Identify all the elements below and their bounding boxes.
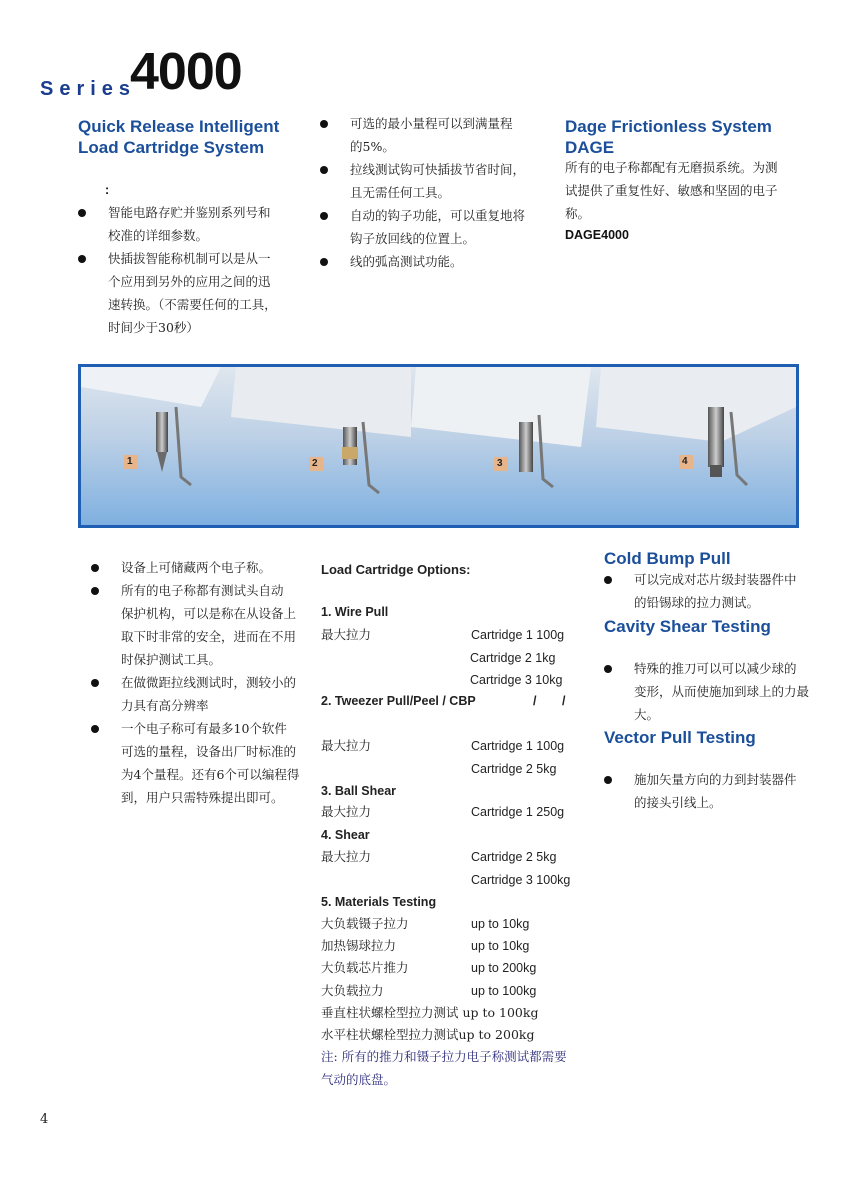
list-item: 特殊的推刀可以可以减少球的 变形，从而使施加到球上的力最 大。	[604, 657, 824, 726]
tweezer-slash-2: /	[562, 694, 566, 708]
materials-row-value: up to 100kg	[471, 984, 537, 998]
shear-value-1: Cartridge 2 5kg	[471, 850, 557, 864]
bullet-dot-icon	[604, 665, 612, 673]
list-item: 施加矢量方向的力到封装器件 的接头引线上。	[604, 768, 824, 814]
options-note-line-2: 气动的底盘。	[321, 1072, 397, 1087]
wire-pull-label: 最大拉力	[321, 627, 372, 642]
list-item: 智能电路存贮并鉴别系列号和 校准的详细参数。	[78, 201, 308, 247]
series-label: Series	[40, 78, 137, 100]
options-title: Load Cartridge Options:	[321, 562, 471, 577]
series-number: 4000	[130, 43, 242, 101]
bullet-dot-icon	[604, 576, 612, 584]
col2-bullet-list	[320, 112, 550, 273]
bullet-dot-icon	[320, 258, 328, 266]
cavity-shear-list	[604, 657, 824, 726]
bullet-dot-icon	[604, 776, 612, 784]
ball-shear-label: 最大拉力	[321, 804, 372, 819]
photo-label-3: 3	[497, 458, 503, 469]
list-item: 一个电子称可有最多10个软件 可选的量程，设备出厂时标准的 为4个量程。还有6个可以编程得 到，用户只需特殊提出即可。	[91, 717, 316, 809]
materials-row-value: up to 200kg	[471, 961, 537, 975]
bullet-dot-icon	[91, 587, 99, 595]
lower-left-bullet-list	[91, 556, 316, 809]
model-name: DAGE4000	[565, 228, 629, 242]
ball-shear-heading: 3. Ball Shear	[321, 784, 397, 798]
list-item: 拉线测试钩可快插拔节省时间， 且无需任何工具。	[320, 158, 550, 204]
photo-label-2: 2	[312, 458, 318, 469]
cavity-shear-heading: Cavity Shear Testing	[604, 617, 771, 636]
materials-row-value: up to 10kg	[471, 917, 530, 931]
photo-label-1: 1	[127, 456, 133, 467]
materials-row-label: 加热锡球拉力	[321, 938, 397, 953]
options-note-line-1: 注: 所有的推力和镊子拉力电子称测试都需要	[321, 1049, 567, 1064]
tweezer-label: 最大拉力	[321, 738, 372, 753]
bullet-dot-icon	[320, 120, 328, 128]
materials-horizontal-row: 水平柱状螺栓型拉力测试up to 200kg	[321, 1027, 535, 1042]
page-number: 4	[40, 1112, 49, 1127]
tweezer-heading: 2. Tweezer Pull/Peel / CBP	[321, 694, 476, 708]
list-item: 可选的最小量程可以到满量程 的5%。	[320, 112, 550, 158]
materials-row-label: 大负载镊子拉力	[321, 916, 409, 931]
list-item: 在做微距拉线测试时，测较小的 力具有高分辨率	[91, 671, 316, 717]
quick-release-heading: Quick Release Intelligent Load Cartridge System	[78, 117, 280, 157]
list-item: 快插拔智能称机制可以是从一 个应用到另外的应用之间的迅 速转换。（不需要任何的工具， 时间少于30秒）	[78, 247, 308, 339]
cold-bump-heading: Cold Bump Pull	[604, 549, 731, 568]
frictionless-text: 所有的电子称都配有无磨损系统。为测 试提供了重复性好、敏感和坚固的电子 称。	[565, 160, 778, 221]
bullet-dot-icon	[91, 564, 99, 572]
frictionless-heading: Dage Frictionless System DAGE	[565, 117, 772, 157]
tweezer-value-2: Cartridge 2 5kg	[471, 762, 557, 776]
list-item: 设备上可储藏两个电子称。	[91, 556, 316, 579]
tweezer-value-1: Cartridge 1 100g	[471, 739, 565, 753]
shear-heading: 4. Shear	[321, 828, 370, 842]
vector-pull-heading: Vector Pull Testing	[604, 728, 756, 747]
materials-row-label: 大负载芯片推力	[321, 960, 409, 975]
list-item: 可以完成对芯片级封装器件中 的铅锡球的拉力测试。	[604, 568, 824, 614]
wire-pull-heading: 1. Wire Pull	[321, 605, 389, 619]
shear-label: 最大拉力	[321, 849, 372, 864]
wire-pull-value-2: Cartridge 2 1kg	[470, 651, 556, 665]
cartridge-photo	[78, 364, 799, 528]
cold-bump-list	[604, 568, 824, 614]
bullet-dot-icon	[78, 209, 86, 217]
materials-heading: 5. Materials Testing	[321, 895, 437, 909]
photo-label-4: 4	[682, 456, 688, 467]
wire-pull-value-3: Cartridge 3 10kg	[470, 673, 563, 687]
bullet-dot-icon	[91, 679, 99, 687]
vector-pull-list	[604, 768, 824, 814]
bullet-dot-icon	[320, 212, 328, 220]
bullet-dot-icon	[320, 166, 328, 174]
wire-pull-value-1: Cartridge 1 100g	[471, 628, 565, 642]
shear-value-2: Cartridge 3 100kg	[471, 873, 571, 887]
bullet-dot-icon	[78, 255, 86, 263]
materials-row-value: up to 10kg	[471, 939, 530, 953]
list-item: 自动的钩子功能，可以重复地将 钩子放回线的位置上。	[320, 204, 550, 250]
materials-row-label: 大负载拉力	[321, 983, 384, 998]
materials-vertical-row: 垂直柱状螺栓型拉力测试 up to 100kg	[321, 1005, 539, 1020]
colon-mark: :	[105, 183, 110, 197]
list-item: 线的弧高测试功能。	[320, 250, 550, 273]
col1-bullet-list	[78, 201, 308, 339]
list-item: 所有的电子称都有测试头自动 保护机构，可以是称在从设备上 取下时非常的安全，进而在不用 时保护测试工具。	[91, 579, 316, 671]
bullet-dot-icon	[91, 725, 99, 733]
tweezer-slash-1: /	[533, 694, 537, 708]
cartridge-photo-illustration	[81, 367, 796, 525]
ball-shear-value: Cartridge 1 250g	[471, 805, 565, 819]
